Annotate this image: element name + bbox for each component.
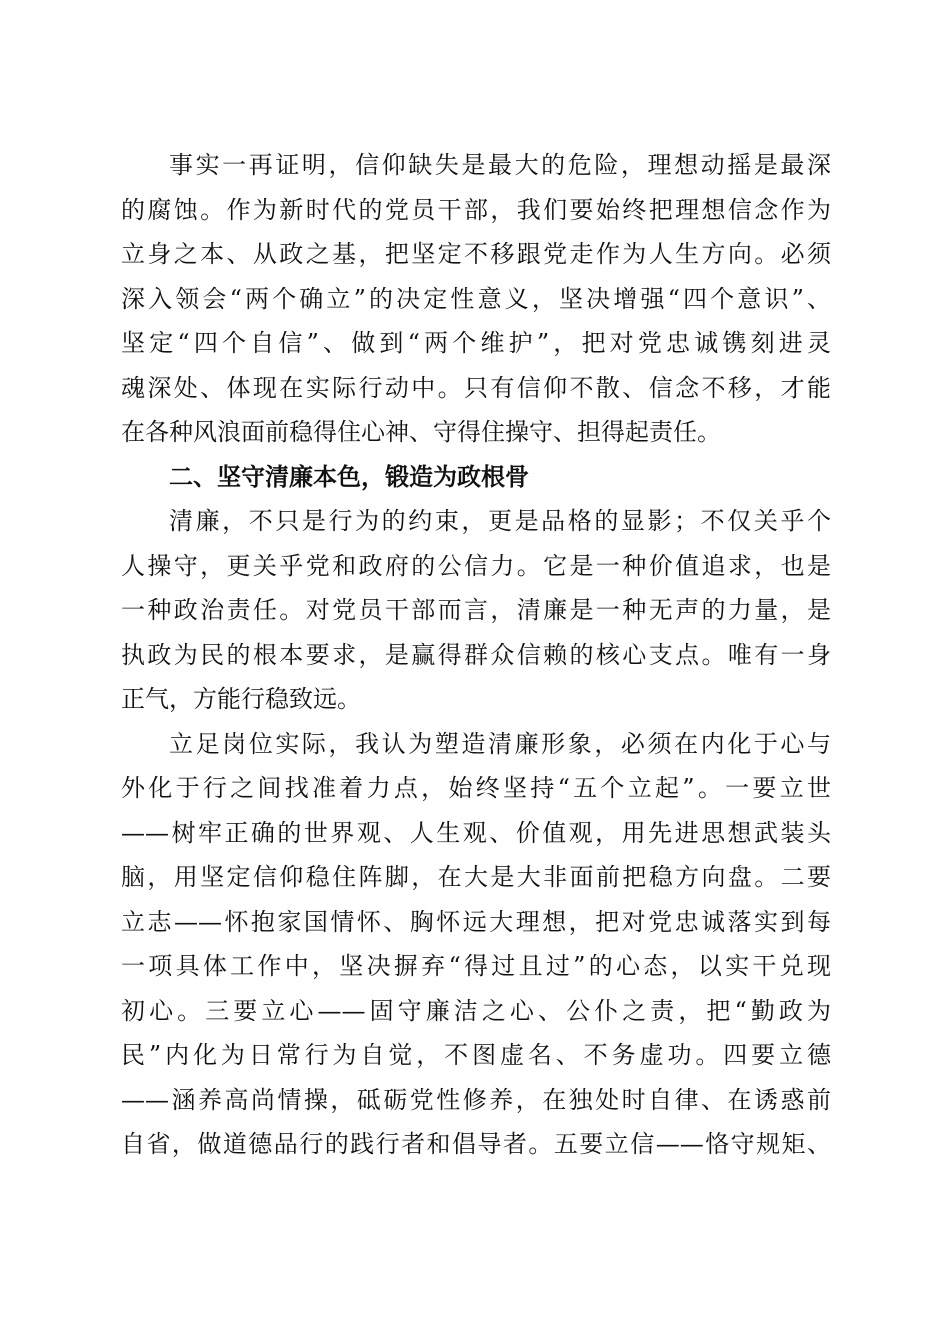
text-line: 一项具体工作中，坚决摒弃“得过且过”的心态，以实干兑现 [121,952,831,980]
text-line: 自省，做道德品行的践行者和倡导者。五要立信——恪守规矩、 [121,1130,831,1158]
section-heading: 二、坚守清廉本色，锻造为政根骨 [169,462,529,491]
text-line: 民”内化为日常行为自觉，不图虚名、不务虚功。四要立德 [121,1041,831,1069]
text-line: 人操守，更关乎党和政府的公信力。它是一种价值追求，也是 [121,551,831,580]
document-body [121,143,831,1167]
text-line: 脑，用坚定信仰稳住阵脚，在大是大非面前把稳方向盘。二要 [121,863,831,891]
text-line: 深入领会“两个确立”的决定性意义，坚决增强“四个意识”、 [121,284,831,313]
text-line: 的腐蚀。作为新时代的党员干部，我们要始终把理想信念作为 [121,195,831,224]
text-line: 在各种风浪面前稳得住心神、守得住操守、担得起责任。 [121,418,721,446]
text-line: 清廉，不只是行为的约束，更是品格的显影；不仅关乎个 [169,507,831,535]
text-line: 坚定“四个自信”、做到“两个维护”，把对党忠诚镌刻进灵 [121,329,831,357]
text-line: 事实一再证明，信仰缺失是最大的危险，理想动摇是最深 [169,151,831,179]
text-line: 初心。三要立心——固守廉洁之心、公仆之责，把“勤政为 [121,996,831,1025]
text-line: 正气，方能行稳致远。 [121,685,361,713]
text-line: 立身之本、从政之基，把坚定不移跟党走作为人生方向。必须 [121,240,831,268]
text-line: 魂深处、体现在实际行动中。只有信仰不散、信念不移，才能 [121,373,831,402]
text-line: 执政为民的根本要求，是赢得群众信赖的核心支点。唯有一身 [121,640,831,669]
text-line: 立足岗位实际，我认为塑造清廉形象，必须在内化于心与 [169,729,831,758]
text-line: 外化于行之间找准着力点，始终坚持“五个立起”。一要立世 [121,774,831,802]
text-line: ——涵养高尚情操，砥砺党性修养，在独处时自律、在诱惑前 [121,1085,831,1114]
text-line: ——树牢正确的世界观、人生观、价值观，用先进思想武装头 [121,818,831,847]
text-line: 立志——怀抱家国情怀、胸怀远大理想，把对党忠诚落实到每 [121,907,831,936]
text-line: 一种政治责任。对党员干部而言，清廉是一种无声的力量，是 [121,596,831,624]
